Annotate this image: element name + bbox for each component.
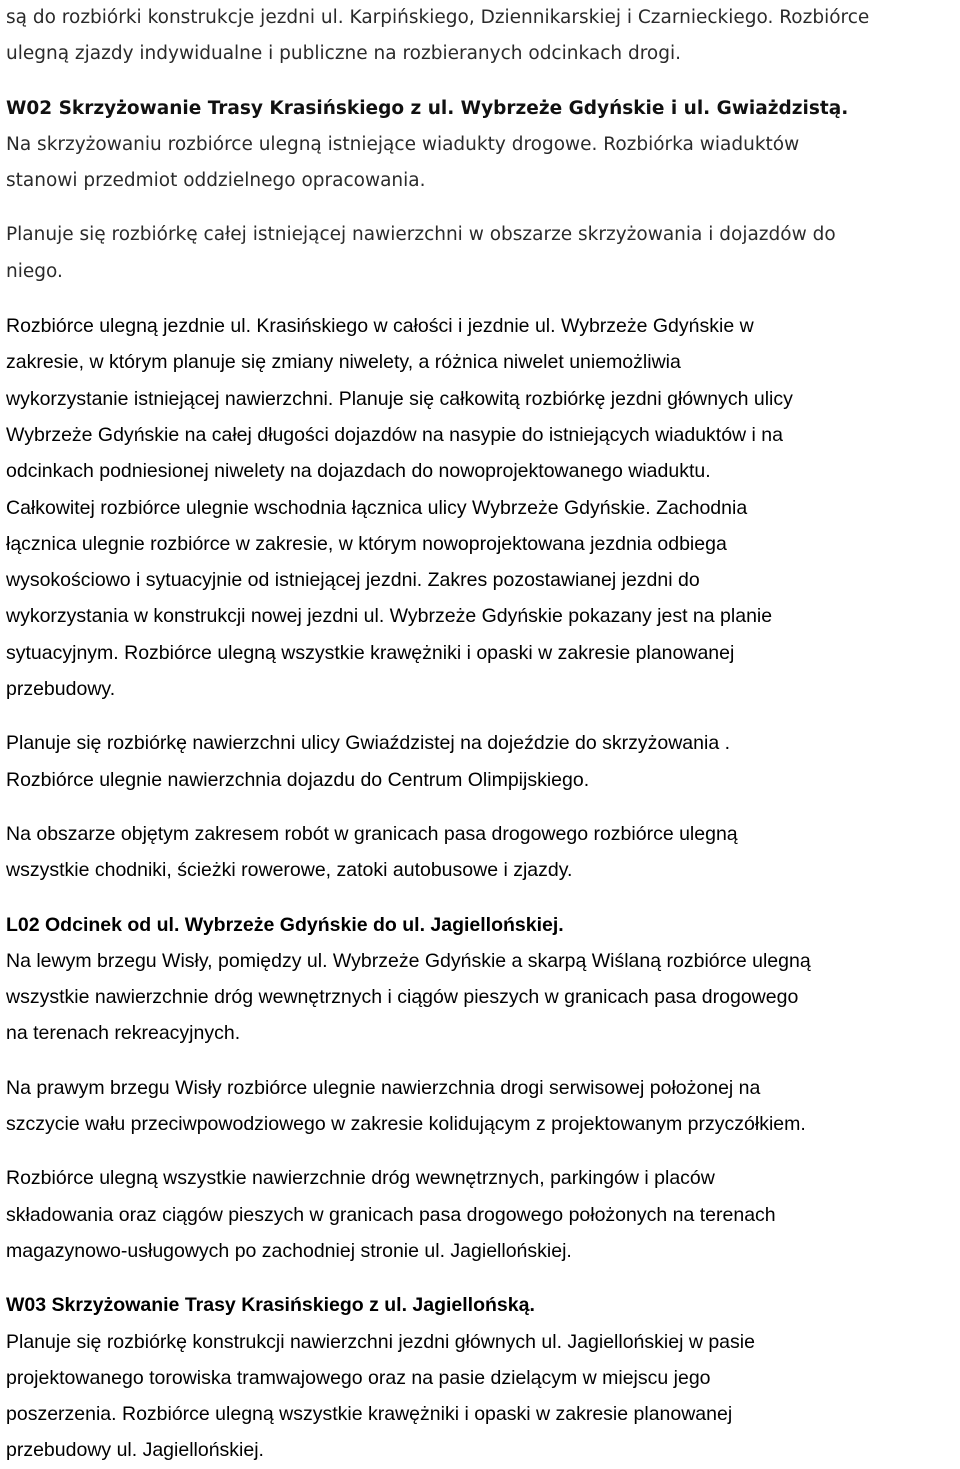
section-heading: W03 Skrzyżowanie Trasy Krasińskiego z ul. Jagiellońską.	[6, 1294, 535, 1317]
text-line: przebudowy ul. Jagiellońskiej.	[6, 1439, 264, 1462]
text-line: Planuje się rozbiórkę konstrukcji nawierzchni jezdni głównych ul. Jagiellońskiej w pasie	[6, 1330, 755, 1353]
paragraph	[6, 1160, 960, 1269]
paragraph-gap	[6, 1052, 960, 1070]
text-line: na terenach rekreacyjnych.	[6, 1022, 241, 1045]
text-line: Na obszarze objętym zakresem robót w granicach pasa drogowego rozbiórce ulegną	[6, 822, 738, 845]
paragraph	[6, 91, 960, 200]
text-line: są do rozbiórki konstrukcje jezdni ul. Karpińskiego, Dziennikarskiej i Czarnieckiego. Rozbiórce	[6, 7, 870, 28]
document-page	[6, 0, 960, 1469]
paragraph-gap	[6, 73, 960, 91]
text-line: magazynowo-usługowych po zachodniej stronie ul. Jagiellońskiej.	[6, 1239, 572, 1262]
paragraph	[6, 816, 960, 889]
text-line: odcinkach podniesionej niwelety na dojazdach do nowoprojektowanego wiaduktu.	[6, 460, 711, 483]
text-line: poszerzenia. Rozbiórce ulegną wszystkie krawężniki i opaski w zakresie planowanej	[6, 1403, 733, 1426]
section-heading: W02 Skrzyżowanie Trasy Krasińskiego z ul. Wybrzeże Gdyńskie i ul. Gwiażdzistą.	[6, 97, 849, 119]
text-line: Rozbiórce ulegnie nawierzchnia dojazdu do Centrum Olimpijskiego.	[6, 768, 590, 791]
paragraph-gap	[6, 199, 960, 217]
text-line: ulegną zjazdy indywidualne i publiczne na rozbieranych odcinkach drogi.	[6, 43, 681, 65]
paragraph	[6, 1287, 960, 1468]
paragraph-gap	[6, 1269, 960, 1287]
text-line: wykorzystanie istniejącej nawierzchni. Planuje się całkowitą rozbiórkę jezdni głównych ulicy	[6, 387, 793, 410]
text-line: Na lewym brzegu Wisły, pomiędzy ul. Wybrzeże Gdyńskie a skarpą Wiślaną rozbiórce ulegną	[6, 949, 811, 972]
paragraph-gap	[6, 290, 960, 308]
text-line: szczycie wału przeciwpowodziowego w zakresie kolidującym z projektowanym przyczółkiem.	[6, 1113, 806, 1136]
text-line: Rozbiórce ulegną jezdnie ul. Krasińskiego w całości i jezdnie ul. Wybrzeże Gdyńskie w	[6, 315, 754, 338]
text-line: niego.	[6, 260, 63, 282]
text-line: stanowi przedmiot oddzielnego opracowania.	[6, 170, 426, 192]
text-line: Planuje się rozbiórkę całej istniejącej nawierzchni w obszarze skrzyżowania i dojazdów do	[6, 224, 836, 246]
paragraph	[6, 308, 960, 707]
text-line: Całkowitej rozbiórce ulegnie wschodnia łącznica ulicy Wybrzeże Gdyńskie. Zachodnia	[6, 496, 748, 519]
text-line: wszystkie chodniki, ścieżki rowerowe, zatoki autobusowe i zjazdy.	[6, 859, 573, 882]
paragraph	[6, 217, 960, 290]
section-heading: L02 Odcinek od ul. Wybrzeże Gdyńskie do ul. Jagiellońskiej.	[6, 913, 564, 936]
text-line: wysokościowo i sytuacyjnie od istniejącej jezdni. Zakres pozostawianej jezdni do	[6, 569, 700, 592]
text-line: projektowanego torowiska tramwajowego oraz na pasie dzielącym w miejscu jego	[6, 1366, 711, 1389]
paragraph-gap	[6, 798, 960, 816]
paragraph	[6, 725, 960, 798]
text-line: wykorzystania w konstrukcji nowej jezdni ul. Wybrzeże Gdyńskie pokazany jest na planie	[6, 605, 773, 628]
text-line: Wybrzeże Gdyńskie na całej długości dojazdów na nasypie do istniejących wiaduktów i na	[6, 423, 783, 446]
paragraph-gap	[6, 889, 960, 907]
text-line: Na skrzyżowaniu rozbiórce ulegną istniejące wiadukty drogowe. Rozbiórka wiaduktów	[6, 133, 800, 155]
text-line: przebudowy.	[6, 678, 116, 701]
paragraph	[6, 1070, 960, 1143]
text-line: wszystkie nawierzchnie dróg wewnętrznych i ciągów pieszych w granicach pasa drogowego	[6, 986, 799, 1009]
text-line: Planuje się rozbiórkę nawierzchni ulicy Gwiaździstej na dojeździe do skrzyżowania .	[6, 732, 731, 755]
text-line: łącznica ulegnie rozbiórce w zakresie, w którym nowoprojektowana jezdnia odbiega	[6, 532, 727, 555]
text-line: sytuacyjnym. Rozbiórce ulegną wszystkie krawężniki i opaski w zakresie planowanej	[6, 641, 735, 664]
text-line: Na prawym brzegu Wisły rozbiórce ulegnie nawierzchnia drogi serwisowej położonej na	[6, 1076, 761, 1099]
text-line: zakresie, w którym planuje się zmiany niwelety, a różnica niwelet uniemożliwia	[6, 351, 681, 374]
text-line: składowania oraz ciągów pieszych w granicach pasa drogowego położonych na terenach	[6, 1203, 776, 1226]
paragraph	[6, 0, 960, 73]
paragraph	[6, 907, 960, 1052]
paragraph-gap	[6, 707, 960, 725]
paragraph-gap	[6, 1142, 960, 1160]
text-line: Rozbiórce ulegną wszystkie nawierzchnie dróg wewnętrznych, parkingów i placów	[6, 1167, 715, 1190]
